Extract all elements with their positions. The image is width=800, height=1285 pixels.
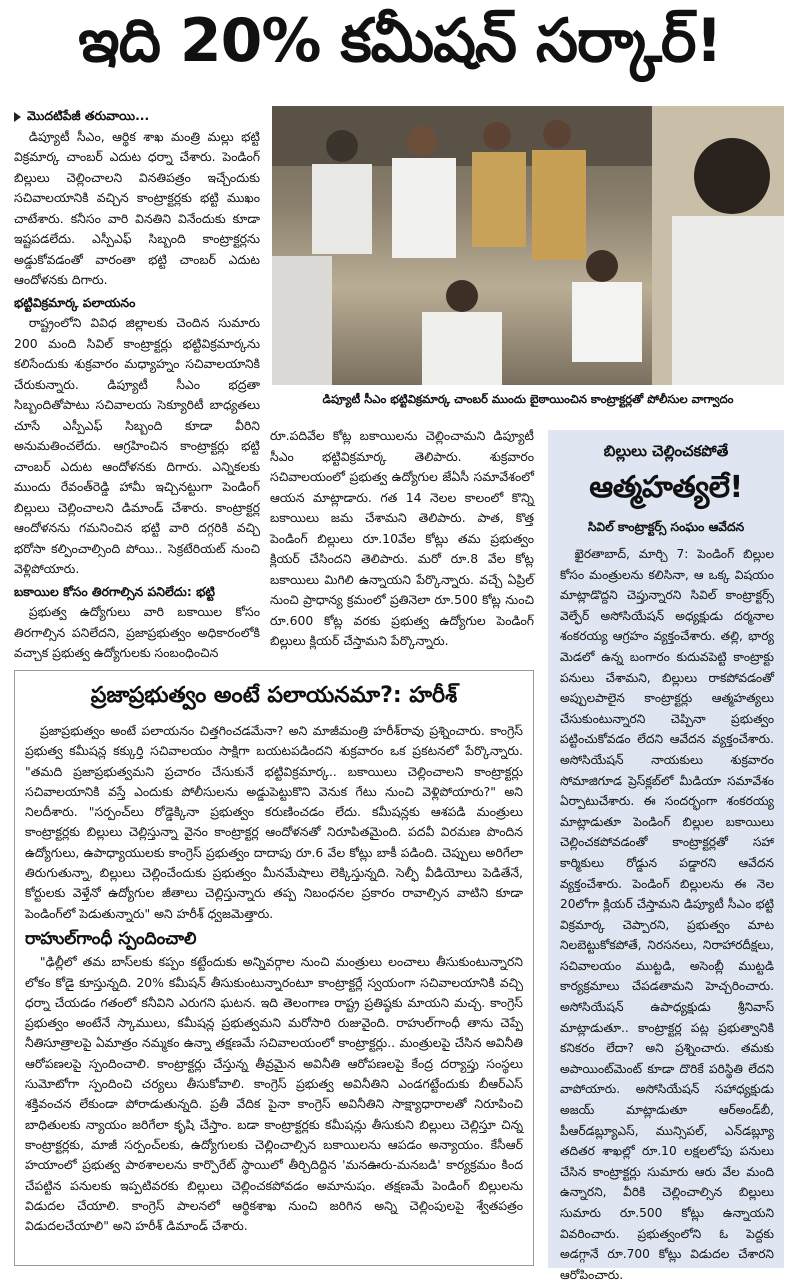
paragraph: రూ.పదివేల కోట్ల బకాయిలను చెల్లించామని డిప్యూటీ సీఎం భట్టివిక్రమార్క తెలిపారు. శుక్రవారం సచివాలయంలో ప్రభుత్వ ఉద్యోగుల జేఏసీ సమావేశంలో ఆయన మాట్లాడారు. గత 14 నెలల కాలంలో కొన్ని బకాయిలు జమ చేశామని తెలిపారు. పాత, కొత్త పెండింగ్ బిల్లులు రూ.10వేల కోట్లు తమ ప్రభుత్వం క్లియర్ చేసిందని తెలిపారు. మరో రూ.8 వేల కోట్ల బకాయిలు మిగిలి ఉన్నాయని పేర్కొన్నారు. వచ్చే ఏప్రిల్ నుంచి ప్రాధాన్య క్రమంలో ప్రతినెలా రూ.500 కోట్ల నుంచి రూ.600 కోట్ల వరకు ప్రభుత్వ ఉద్యోగుల పెండింగ్ బిల్లులు క్లియర్ చేస్తామని పేర్కొన్నారు. [270, 428, 534, 648]
box-body [25, 721, 523, 1236]
continuation-kicker [14, 106, 260, 127]
article-column-1 [14, 104, 260, 664]
paragraph: డిప్యూటీ సీఎం, ఆర్థిక శాఖ మంత్రి మల్లు భట్టి విక్రమార్క చాంబర్ ఎదుట ధర్నా చేశారు. పెండింగ్ బిల్లులు చెల్లించాలని వినతిపత్రం ఇచ్చేందుకు సచివాలయానికి వచ్చిన కాంట్రాక్టర్లకు భట్టి ముఖం చాటేశారు. కనీసం వారి వినతిని వినేందుకు కూడా ఇష్టపడలేదు. ఎస్పీఎఫ్ సిబ్బంది కాంట్రాక్టర్లను అడ్డుకోవడంతో వారంతా భట్టి చాంబర్ ఎదుట ఆందోళనకు దిగారు. [14, 128, 260, 287]
box-title: ఆత్మహత్యలే! [589, 470, 743, 505]
paragraph: "ఢిల్లీలో తమ బాస్‌లకు కప్పం కట్టేందుకు అన్నివర్గాల నుంచి మంత్రులు లంచాలు తీసుకుంటున్నారని లోకం కోడై కూస్తున్నది. 20% కమీషన్ తీసుకుంటున్నారంటూ కాంట్రాక్టర్లే స్వయంగా సచివాలయానికి వచ్చి ధర్నా చేయడం గతంలో కనీవిని ఎరుగని ఘటన. ఇది తెలంగాణ రాష్ట్ర ప్రతిష్ఠకు మాయని మచ్చ. కాంగ్రెస్ ప్రభుత్వం అంటేనే స్కాములు, కమీషన్ల ప్రభుత్వమని మరోసారి రుజువైంది. రాహుల్‌గాంధీ తాను చెప్పే నీతిసూత్రాలపై ఏమాత్రం నమ్మకం ఉన్నా తక్షణమే సచివాలయంలో కాంట్రాక్టర్లు.. మంత్రులపై చేసిన అవినీతి ఆరోపణలపై స్పందించాలి. కాంట్రాక్టర్లు చేస్తున్న తీవ్రమైన అవినీతి ఆరోపణలపై కేంద్ర దర్యాప్తు సంస్థలు సుమోటోగా స్పందించి చర్యలు తీసుకోవాలి. కాంగ్రెస్ ప్రభుత్వ అవినీతిని ఎండగట్టేందుకు బీఆర్ఎస్ శక్తివంచన లేకుండా పోరాడుతున్నది. ప్రతీ వేదిక పైనా కాంగ్రెస్ అవినీతిని సాక్ష్యాధారాలతో నిరూపించి బాధితులకు న్యాయం జరిగేలా కృషి చేస్తాం. బడా కాంట్రాక్టర్లకు కమీషన్లు తీసుకుని బిల్లులు చెల్లిస్తూ చిన్న కాంట్రాక్టర్లకు, మాజీ సర్పంచ్‌లకు, ఉద్యోగులకు చెల్లించాల్సిన బకాయిలను ఆపడం అన్యాయం. కేసీఆర్ హయాంలో ప్రభుత్వ పాఠశాలలను కార్పొరేట్ స్థాయిలో తీర్చిదిద్దిన 'మనఊరు-మనబడి' కార్యక్రమం కింద చేపట్టిన పనులకు ఇప్పటివరకు బిల్లులు చెల్లించకపోవడం అమానుషం. తక్షణమే పెండింగ్ బిల్లులను విడుదల చేయాలి. కాంగ్రెస్ పాలనలో ఆర్థికశాఖ నుంచి జరిగిన అన్ని చెల్లింపులపై శ్వేతపత్రం విడుదలచేయాలి" అని హరీశ్ డిమాండ్ చేశారు. [25, 954, 523, 1234]
headline: ఇది 20% కమీషన్ సర్కార్! [78, 6, 722, 76]
news-photo [272, 106, 784, 385]
article-column-2 [270, 426, 534, 652]
paragraph: ప్రజాప్రభుత్వం అంటే పలాయనం చిత్తగించడమేనా? అని మాజీమంత్రి హరీశ్‌రావు ప్రశ్నించారు. కాంగ్రెస్ ప్రభుత్వ కమీషన్ల కక్కుర్తి సచివాలయం సాక్షిగా బయటపడిందని శుక్రవారం ఒక ప్రకటనలో పేర్కొన్నారు. "తమది ప్రజాప్రభుత్వమని ప్రచారం చేసుకునే భట్టివిక్రమార్క.. బకాయిలు చెల్లించాలని కాంట్రాక్టర్లు సచివాలయానికి వస్తే ఎందుకు పోలీసులను అడ్డుపెట్టుకొని వెనుక గేటు నుంచి వెళ్లిపోయారు?" అని నిలదీశారు. "సర్పంచ్‌లు రోడ్డెక్కినా ప్రభుత్వం కరుణించడం లేదు. కమీషన్లకు ఆశపడి మంత్రులు కాంట్రాక్టర్లకు బిల్లులు చెల్లిస్తున్నా వైనం కాంట్రాక్టర్ల ఆందోళనతో నిరూపితమైంది. పదవీ విరమణ పొందిన ఉద్యోగులు, ఉపాధ్యాయులకు కాంగ్రెస్ ప్రభుత్వం దాదాపు రూ.6 వేల కోట్లు బాకీ పడింది. చెప్పులు అరిగేలా తిరుగుతున్నా, బిల్లులు చెల్లించేందుకు ప్రభుత్వం మీనమేషాలు లెక్కిస్తున్నది. సెల్ఫీ వీడియోలు పెడితేనే, కోర్టులకు వెళ్తేనో ఉద్యోగుల జీతాలు చెల్లిస్తున్నారు తప్ప నిబంధనల ప్రకారం రావాల్సిన వాటిని కూడా పెండింగ్‌లో పెడుతున్నారు" అని హరీశ్ ధ్వజమెత్తారు. [25, 723, 523, 921]
paragraph: రాష్ట్రంలోని వివిధ జిల్లాలకు చెందిన సుమారు 200 మంది సివిల్ కాంట్రాక్టర్లు భట్టివిక్రమార్కను కలిసేందుకు శుక్రవారం మధ్యాహ్నం సచివాలయానికి చేరుకున్నారు. డిప్యూటీ సీఎం భద్రతా సిబ్బందితోపాటు సచివాలయ సెక్యూరిటీ బాధ్యతలు చూసే ఎస్పీఎఫ్ సిబ్బంది కూడా వీరిని అనుమతించలేదు. ఆగ్రహించిన కాంట్రాక్టర్లు భట్టి చాంబర్ ఎదుట ఆందోళనకు దిగారు. ఎన్నికలకు ముందు రేవంత్‌రెడ్డి హామీ ఇచ్చినట్టుగా పెండింగ్ బిల్లులు చెల్లించాలని డిమాండ్ చేశారు. కాంట్రాక్టర్ల ఆందోళనను గమనించిన భట్టి వారి దగ్గరికి వచ్చి భరోసా కల్పించాల్సింది పోయి.. సెక్రటేరియట్ నుంచి వెళ్లిపోయారు. [14, 315, 260, 576]
photo-caption: డిప్యూటీ సీఎం భట్టివిక్రమార్క చాంబర్ ముందు బైఠాయించిన కాంట్రాక్టర్లతో పోలీసుల వాగ్వాదం [322, 391, 734, 406]
arrow-icon [14, 112, 21, 122]
paragraph: ఖైరతాబాద్, మార్చి 7: పెండింగ్ బిల్లుల కోసం మంత్రులను కలిసినా, ఆ ఒక్క విషయం మాట్లాడొద్దని చెప్తున్నారని సివిల్ కాంట్రాక్టర్స్ వెల్ఫేర్ అసోసియేషన్ అధ్యక్షుడు దర్మనాల శంకరయ్య ఆగ్రహం వ్యక్తంచేశారు. తల్లి, భార్య మెడలో ఉన్న బంగారం కుదువపెట్టి కాంట్రాక్టు పనులు చేశామని, బిల్లులు రాకపోవడంతో అప్పులపాలైన కాంట్రాక్టర్లు ఆత్మహత్యలు చేసుకుంటున్నారని చెప్పినా ప్రభుత్వం పట్టించుకోవడం లేదని ఆవేదన వ్యక్తంచేశారు. అసోసియేషన్ నాయకులు శుక్రవారం సోమాజిగూడ ప్రెస్‌క్లబ్‌లో మీడియా సమావేశం ఏర్పాటుచేశారు. ఈ సందర్భంగా శంకరయ్య మాట్లాడుతూ పెండింగ్ బిల్లుల బకాయిలు చెల్లించకపోవడంతో కాంట్రాక్టర్లతో సహా కార్మికులు రోడ్డున పడ్డారని ఆవేదన వ్యక్తంచేశారు. పెండింగ్ బిల్లులను ఈ నెల 20లోగా క్లియర్ చేస్తామని డిప్యూటీ సీఎం భట్టి విక్రమార్క చెప్పారని, ప్రభుత్వం మాట నిలబెట్టుకోకపోతే, నిరసనలు, నిరాహారదీక్షలు, సచివాలయం ముట్టడి, అసెంబ్లీ ముట్టడి కార్యక్రమాలు చేపడతామని హెచ్చరించారు. అసోసియేషన్ ఉపాధ్యక్షుడు శ్రీనివాస్ మాట్లాడుతూ.. కాంట్రాక్టర్ల పట్ల ప్రభుత్వానికి కనికరం లేదా? అని ప్రశ్నించారు. తమకు అపాయింట్‌మెంట్ కూడా దొరికే పరిస్థితి లేదని వాపోయారు. అసోసియేషన్ సహాధ్యక్షుడు అజయ్ మాట్లాడుతూ ఆర్‌అండ్‌బీ, పీఆర్‌డబ్ల్యూఎస్, మున్సిపల్, ఎన్‌డబ్ల్యూ తదితర శాఖల్లో రూ.10 లక్షలలోపు పనులు చేసిన కాంట్రాక్టర్లు సుమారు ఆరు వేల మంది ఉన్నారని, వీరికి చెల్లించాల్సిన బిల్లులు సుమారు రూ.500 కోట్లు ఉన్నాయని వివరించారు. ప్రభుత్వంలోని ఓ పెద్దకు అడగ్గానే రూ.700 కోట్లు విడుదల చేశారని ఆరోపించారు. [560, 547, 774, 1282]
sidebar-story-box [548, 430, 784, 1282]
harish-story-box [14, 670, 534, 1266]
box-heading: ప్రజాప్రభుత్వం అంటే పలాయనమా?: హరీశ్ [90, 683, 458, 708]
subheading: బకాయిల కోసం తిరగాల్సిన పనిలేదు: భట్టి [14, 583, 215, 599]
subheading: భట్టివిక్రమార్క పలాయనం [14, 294, 136, 310]
kicker-text: మొదటిపేజీ తరువాయి... [27, 108, 150, 123]
box-body [560, 544, 774, 1285]
box-subtitle: సివిల్ కాంట్రాక్టర్స్ సంఘం ఆవేదన [587, 520, 745, 534]
paragraph: ప్రభుత్వ ఉద్యోగులు వారి బకాయిల కోసం తిరగాల్సిన పనిలేదని, ప్రజాప్రభుత్వం అధికారంలోకి వచ్చాక ప్రభుత్వ ఉద్యోగులకు సంబంధించిన [14, 604, 260, 660]
box-kicker: బిల్లులు చెల్లించకపోతే [603, 442, 729, 460]
subheading: రాహుల్‌గాంధీ స్పందించాలి [25, 928, 197, 949]
